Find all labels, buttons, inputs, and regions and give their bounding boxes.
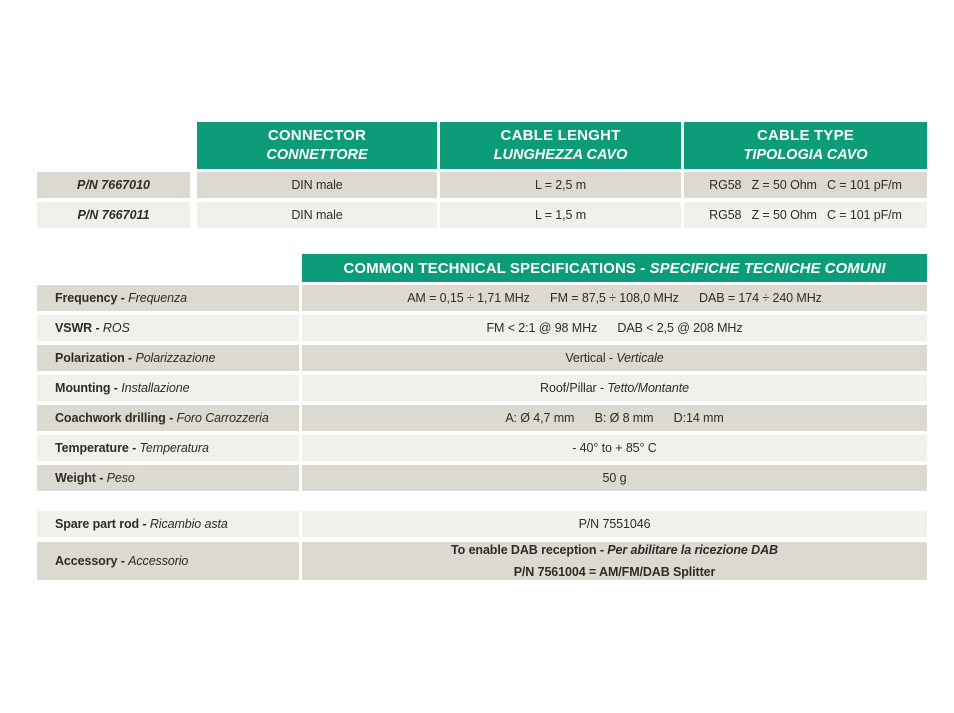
cable-length-value: L = 1,5 m <box>534 208 587 222</box>
product-table-header-connector <box>197 122 437 169</box>
label-en: Weight - <box>55 471 107 485</box>
spec-row-spare-part-rod-label <box>37 511 299 537</box>
product-table-header-cable-length <box>440 122 681 169</box>
label-it: Polarizzazione <box>135 351 216 365</box>
mounting-value-en: Roof/Pillar - <box>540 381 608 395</box>
connector-value: DIN male <box>291 208 343 222</box>
mounting-value-it: Tetto/Montante <box>607 381 689 395</box>
label-en: Polarization - <box>55 351 136 365</box>
spec-row-polarization-label <box>37 345 299 371</box>
spec-row-accessory-label <box>37 542 299 580</box>
label-it: Frequenza <box>128 291 187 305</box>
accessory-splitter-pn: P/N 7561004 = AM/FM/DAB Splitter <box>513 565 716 579</box>
accessory-value-it: Per abilitare la ricezione DAB <box>607 543 778 558</box>
coachwork-drilling-value: A: Ø 4,7 mm B: Ø 8 mm D:14 mm <box>505 411 724 425</box>
product-row-2-part-number <box>37 202 190 228</box>
label-en: Spare part rod - <box>55 517 150 531</box>
spec-header-en: COMMON TECHNICAL SPECIFICATIONS - <box>343 259 650 277</box>
header-connector-it: CONNETTORE <box>266 146 368 163</box>
accessory-value-line-2 <box>514 561 716 583</box>
spec-row-mounting-label <box>37 375 299 401</box>
label-en: Accessory - <box>55 554 129 568</box>
cable-length-value: L = 2,5 m <box>534 178 587 192</box>
weight-value: 50 g <box>602 471 627 485</box>
connector-value: DIN male <box>291 178 343 192</box>
header-cable-length-en: CABLE LENGHT <box>500 126 621 144</box>
label-en: VSWR - <box>55 321 103 335</box>
spec-row-weight-label <box>37 465 299 491</box>
spec-row-temperature-value <box>302 435 927 461</box>
product-row-1-connector <box>197 172 437 198</box>
label-it: Accessorio <box>128 554 189 568</box>
accessory-value-en: To enable DAB reception - <box>451 543 608 558</box>
label-it: Ricambio asta <box>149 517 228 531</box>
spec-header-it: SPECIFICHE TECNICHE COMUNI <box>649 259 886 277</box>
accessory-value-line-1 <box>451 539 778 561</box>
label-it: ROS <box>102 321 130 335</box>
product-row-2-connector <box>197 202 437 228</box>
label-it: Installazione <box>121 381 190 395</box>
polarization-value-it: Verticale <box>616 351 664 365</box>
spec-table-header <box>302 254 927 282</box>
product-table-header-cable-type <box>684 122 927 169</box>
spec-row-vswr-label <box>37 315 299 341</box>
header-cable-length-it: LUNGHEZZA CAVO <box>493 146 628 163</box>
spec-row-frequency-value <box>302 285 927 311</box>
spare-part-rod-value: P/N 7551046 <box>578 517 651 531</box>
part-number-text: P/N 7667010 <box>77 178 150 192</box>
spec-row-coachwork-drilling-label <box>37 405 299 431</box>
label-it: Foro Carrozzeria <box>176 411 269 425</box>
header-connector-en: CONNECTOR <box>267 126 367 144</box>
product-row-1-part-number <box>37 172 190 198</box>
cable-type-value: RG58 Z = 50 Ohm C = 101 pF/m <box>709 208 902 222</box>
spec-row-spare-part-rod-value <box>302 511 927 537</box>
product-row-1-cable-length <box>440 172 681 198</box>
header-cable-type-en: CABLE TYPE <box>756 126 854 144</box>
cable-type-value: RG58 Z = 50 Ohm C = 101 pF/m <box>709 178 902 192</box>
product-row-2-cable-type <box>684 202 927 228</box>
product-row-2-cable-length <box>440 202 681 228</box>
header-cable-type-it: TIPOLOGIA CAVO <box>743 146 868 163</box>
part-number-text: P/N 7667011 <box>77 208 150 222</box>
spec-row-coachwork-drilling-value <box>302 405 927 431</box>
spec-row-temperature-label <box>37 435 299 461</box>
temperature-value: - 40° to + 85° C <box>572 441 657 455</box>
label-en: Mounting - <box>55 381 122 395</box>
label-it: Peso <box>106 471 135 485</box>
spec-row-weight-value <box>302 465 927 491</box>
frequency-value: AM = 0,15 ÷ 1,71 MHz FM = 87,5 ÷ 108,0 MHz DAB = 174 ÷ 240 MHz <box>407 291 822 305</box>
polarization-value-en: Vertical - <box>565 351 617 365</box>
label-en: Coachwork drilling - <box>55 411 177 425</box>
label-it: Temperatura <box>139 441 209 455</box>
spec-row-frequency-label <box>37 285 299 311</box>
vswr-value: FM < 2:1 @ 98 MHz DAB < 2,5 @ 208 MHz <box>486 321 743 335</box>
label-en: Frequency - <box>55 291 129 305</box>
spec-row-accessory-value <box>302 542 927 580</box>
spec-row-polarization-value <box>302 345 927 371</box>
label-en: Temperature - <box>55 441 140 455</box>
spec-row-vswr-value <box>302 315 927 341</box>
spec-row-mounting-value <box>302 375 927 401</box>
product-row-1-cable-type <box>684 172 927 198</box>
